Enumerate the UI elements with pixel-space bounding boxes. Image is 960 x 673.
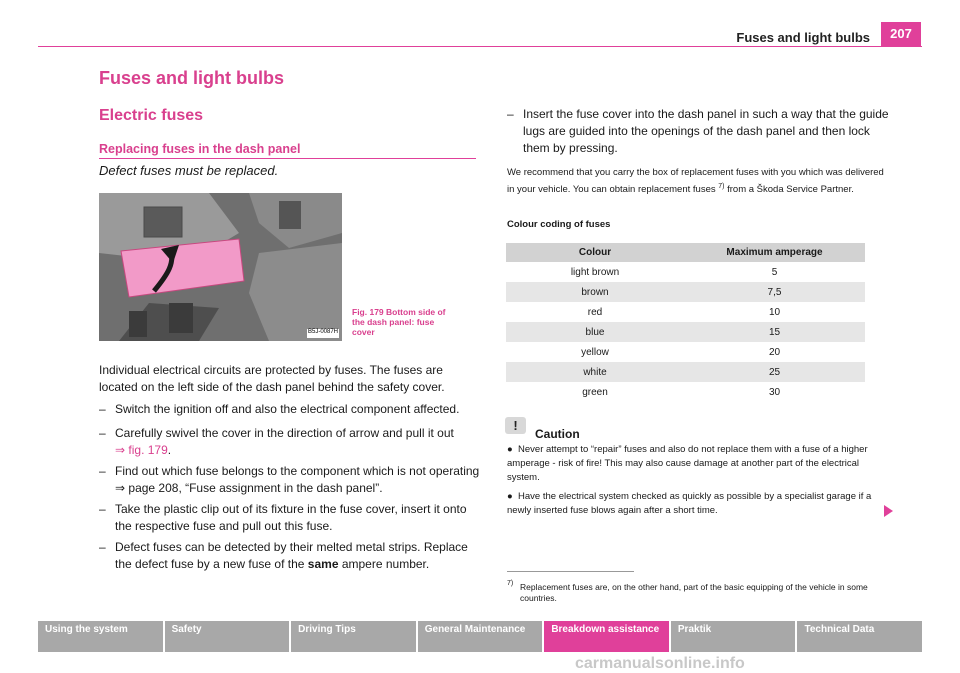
caution-text: Never attempt to “repair” fuses and also do not replace them with a fuse of a higher amperage - risk of fire! This may also cause damage at another part of the electrical system. xyxy=(507,444,868,483)
footnote-number: 7) xyxy=(507,580,514,587)
table-row xyxy=(506,362,865,382)
lead-text: Defect fuses must be replaced. xyxy=(99,163,279,178)
caution-text: Have the electrical system checked as quickly as possible by a specialist garage if a newly inserted fuse blows again after a short time. xyxy=(507,491,872,516)
step-text: Defect fuses can be detected by their melted metal strips. Replace the defect fuse by a new fuse of the xyxy=(115,540,468,571)
bullet-icon: ● xyxy=(507,491,513,502)
topic-title: Replacing fuses in the dash panel xyxy=(99,142,301,156)
footnote-marker: 7) xyxy=(718,183,725,190)
amperage-cell: 25 xyxy=(684,362,865,382)
table-row xyxy=(506,322,865,342)
caution-bullet xyxy=(507,490,885,518)
nav-tab-driving-tips[interactable]: Driving Tips xyxy=(291,621,416,652)
colour-cell: light brown xyxy=(506,262,684,282)
dash-bullet: – xyxy=(99,426,106,440)
caution-icon: ! xyxy=(505,417,526,434)
figure-caption xyxy=(352,307,446,337)
recommendation-text: We recommend that you carry the box of replacement fuses with you which was delivered in your vehicle. You can obtain replacement fuses xyxy=(507,167,884,196)
dash-bullet: – xyxy=(99,464,106,478)
section-title: Fuses and light bulbs xyxy=(99,68,285,88)
step-text: Take the plastic clip out of its fixture in the fuse cover, insert it onto the respective fuse and pull out this fuse. xyxy=(115,502,467,533)
dash-panel-illustration xyxy=(99,193,342,341)
nav-tab-general-maintenance[interactable]: General Maintenance xyxy=(418,621,543,652)
next-page-arrow-icon[interactable] xyxy=(884,505,893,517)
dash-bullet: – xyxy=(99,540,106,554)
subsection-title: Electric fuses xyxy=(99,107,204,124)
table-row xyxy=(506,382,865,402)
step-text: Find out which fuse belongs to the component which is not operating xyxy=(115,464,480,478)
caption-line: cover xyxy=(352,327,375,337)
bullet-icon: ● xyxy=(507,444,513,455)
amperage-cell: 20 xyxy=(684,342,865,362)
topic-rule xyxy=(99,158,476,159)
table-row xyxy=(506,262,865,282)
colour-cell: blue xyxy=(506,322,684,342)
recommendation-paragraph xyxy=(507,166,887,197)
page-number: 207 xyxy=(881,22,921,46)
column-header: Colour xyxy=(506,243,684,262)
step-text-end: ampere number. xyxy=(338,557,430,571)
caution-title: Caution xyxy=(535,427,580,441)
amperage-cell: 10 xyxy=(684,302,865,322)
nav-tab-technical-data[interactable]: Technical Data xyxy=(797,621,922,652)
running-header-title: Fuses and light bulbs xyxy=(736,30,870,45)
step-item xyxy=(99,501,481,535)
nav-tab-using-the-system[interactable]: Using the system xyxy=(38,621,163,652)
fuse-colour-table xyxy=(506,243,865,402)
step-text: Switch the ignition off and also the electrical component affected. xyxy=(115,402,460,416)
page-reference-link[interactable]: ⇒ page 208, “Fuse assignment in the dash panel”. xyxy=(115,481,383,495)
caption-line: the dash panel: fuse xyxy=(352,317,435,327)
dash-bullet: – xyxy=(99,402,106,416)
figure-reference-link[interactable]: ⇒ fig. 179 xyxy=(115,443,168,457)
dash-bullet: – xyxy=(99,502,106,516)
nav-tab-praktik[interactable]: Praktik xyxy=(671,621,796,652)
table-row xyxy=(506,282,865,302)
footnote-rule xyxy=(507,571,634,572)
caption-line: Fig. 179 Bottom side of xyxy=(352,307,446,317)
nav-tab-breakdown-assistance[interactable]: Breakdown assistance xyxy=(544,621,669,652)
nav-tab-safety[interactable]: Safety xyxy=(165,621,290,652)
colour-cell: green xyxy=(506,382,684,402)
dash-bullet: – xyxy=(507,107,514,121)
header-rule xyxy=(38,46,922,47)
table-row xyxy=(506,302,865,322)
footnote-text: Replacement fuses are, on the other hand, part of the basic equipping of the vehicle in some countries. xyxy=(520,582,868,603)
amperage-cell: 5 xyxy=(684,262,865,282)
recommendation-text-end: from a Škoda Service Partner. xyxy=(724,184,854,196)
step-item xyxy=(507,106,899,157)
colour-cell: red xyxy=(506,302,684,322)
chapter-nav-bar xyxy=(38,621,922,652)
step-text: Insert the fuse cover into the dash panel in such a way that the guide lugs are guided into the openings of the dash panel and then lock them by pressing. xyxy=(523,107,889,155)
step-item xyxy=(99,401,481,418)
step-text: Carefully swivel the cover in the direction of arrow and pull it out xyxy=(115,426,454,440)
colour-cell: brown xyxy=(506,282,684,302)
table-heading: Colour coding of fuses xyxy=(507,219,611,230)
caution-bullet xyxy=(507,443,885,485)
step-item xyxy=(99,463,481,497)
colour-cell: white xyxy=(506,362,684,382)
dash-panel-figure xyxy=(99,193,342,341)
colour-cell: yellow xyxy=(506,342,684,362)
amperage-cell: 7,5 xyxy=(684,282,865,302)
emphasis-text: same xyxy=(307,557,339,571)
intro-paragraph: Individual electrical circuits are protected by fuses. The fuses are located on the left side of the dash panel behind the safety cover. xyxy=(99,363,445,394)
step-item xyxy=(99,425,481,459)
amperage-cell: 30 xyxy=(684,382,865,402)
step-text-end: . xyxy=(167,443,172,457)
column-header: Maximum amperage xyxy=(684,243,865,262)
amperage-cell: 15 xyxy=(684,322,865,342)
figure-code: B5J-0087H xyxy=(308,329,339,335)
table-header-row xyxy=(506,243,865,262)
table-row xyxy=(506,342,865,362)
watermark: carmanualsonline.info xyxy=(575,655,745,672)
step-item xyxy=(99,539,481,573)
